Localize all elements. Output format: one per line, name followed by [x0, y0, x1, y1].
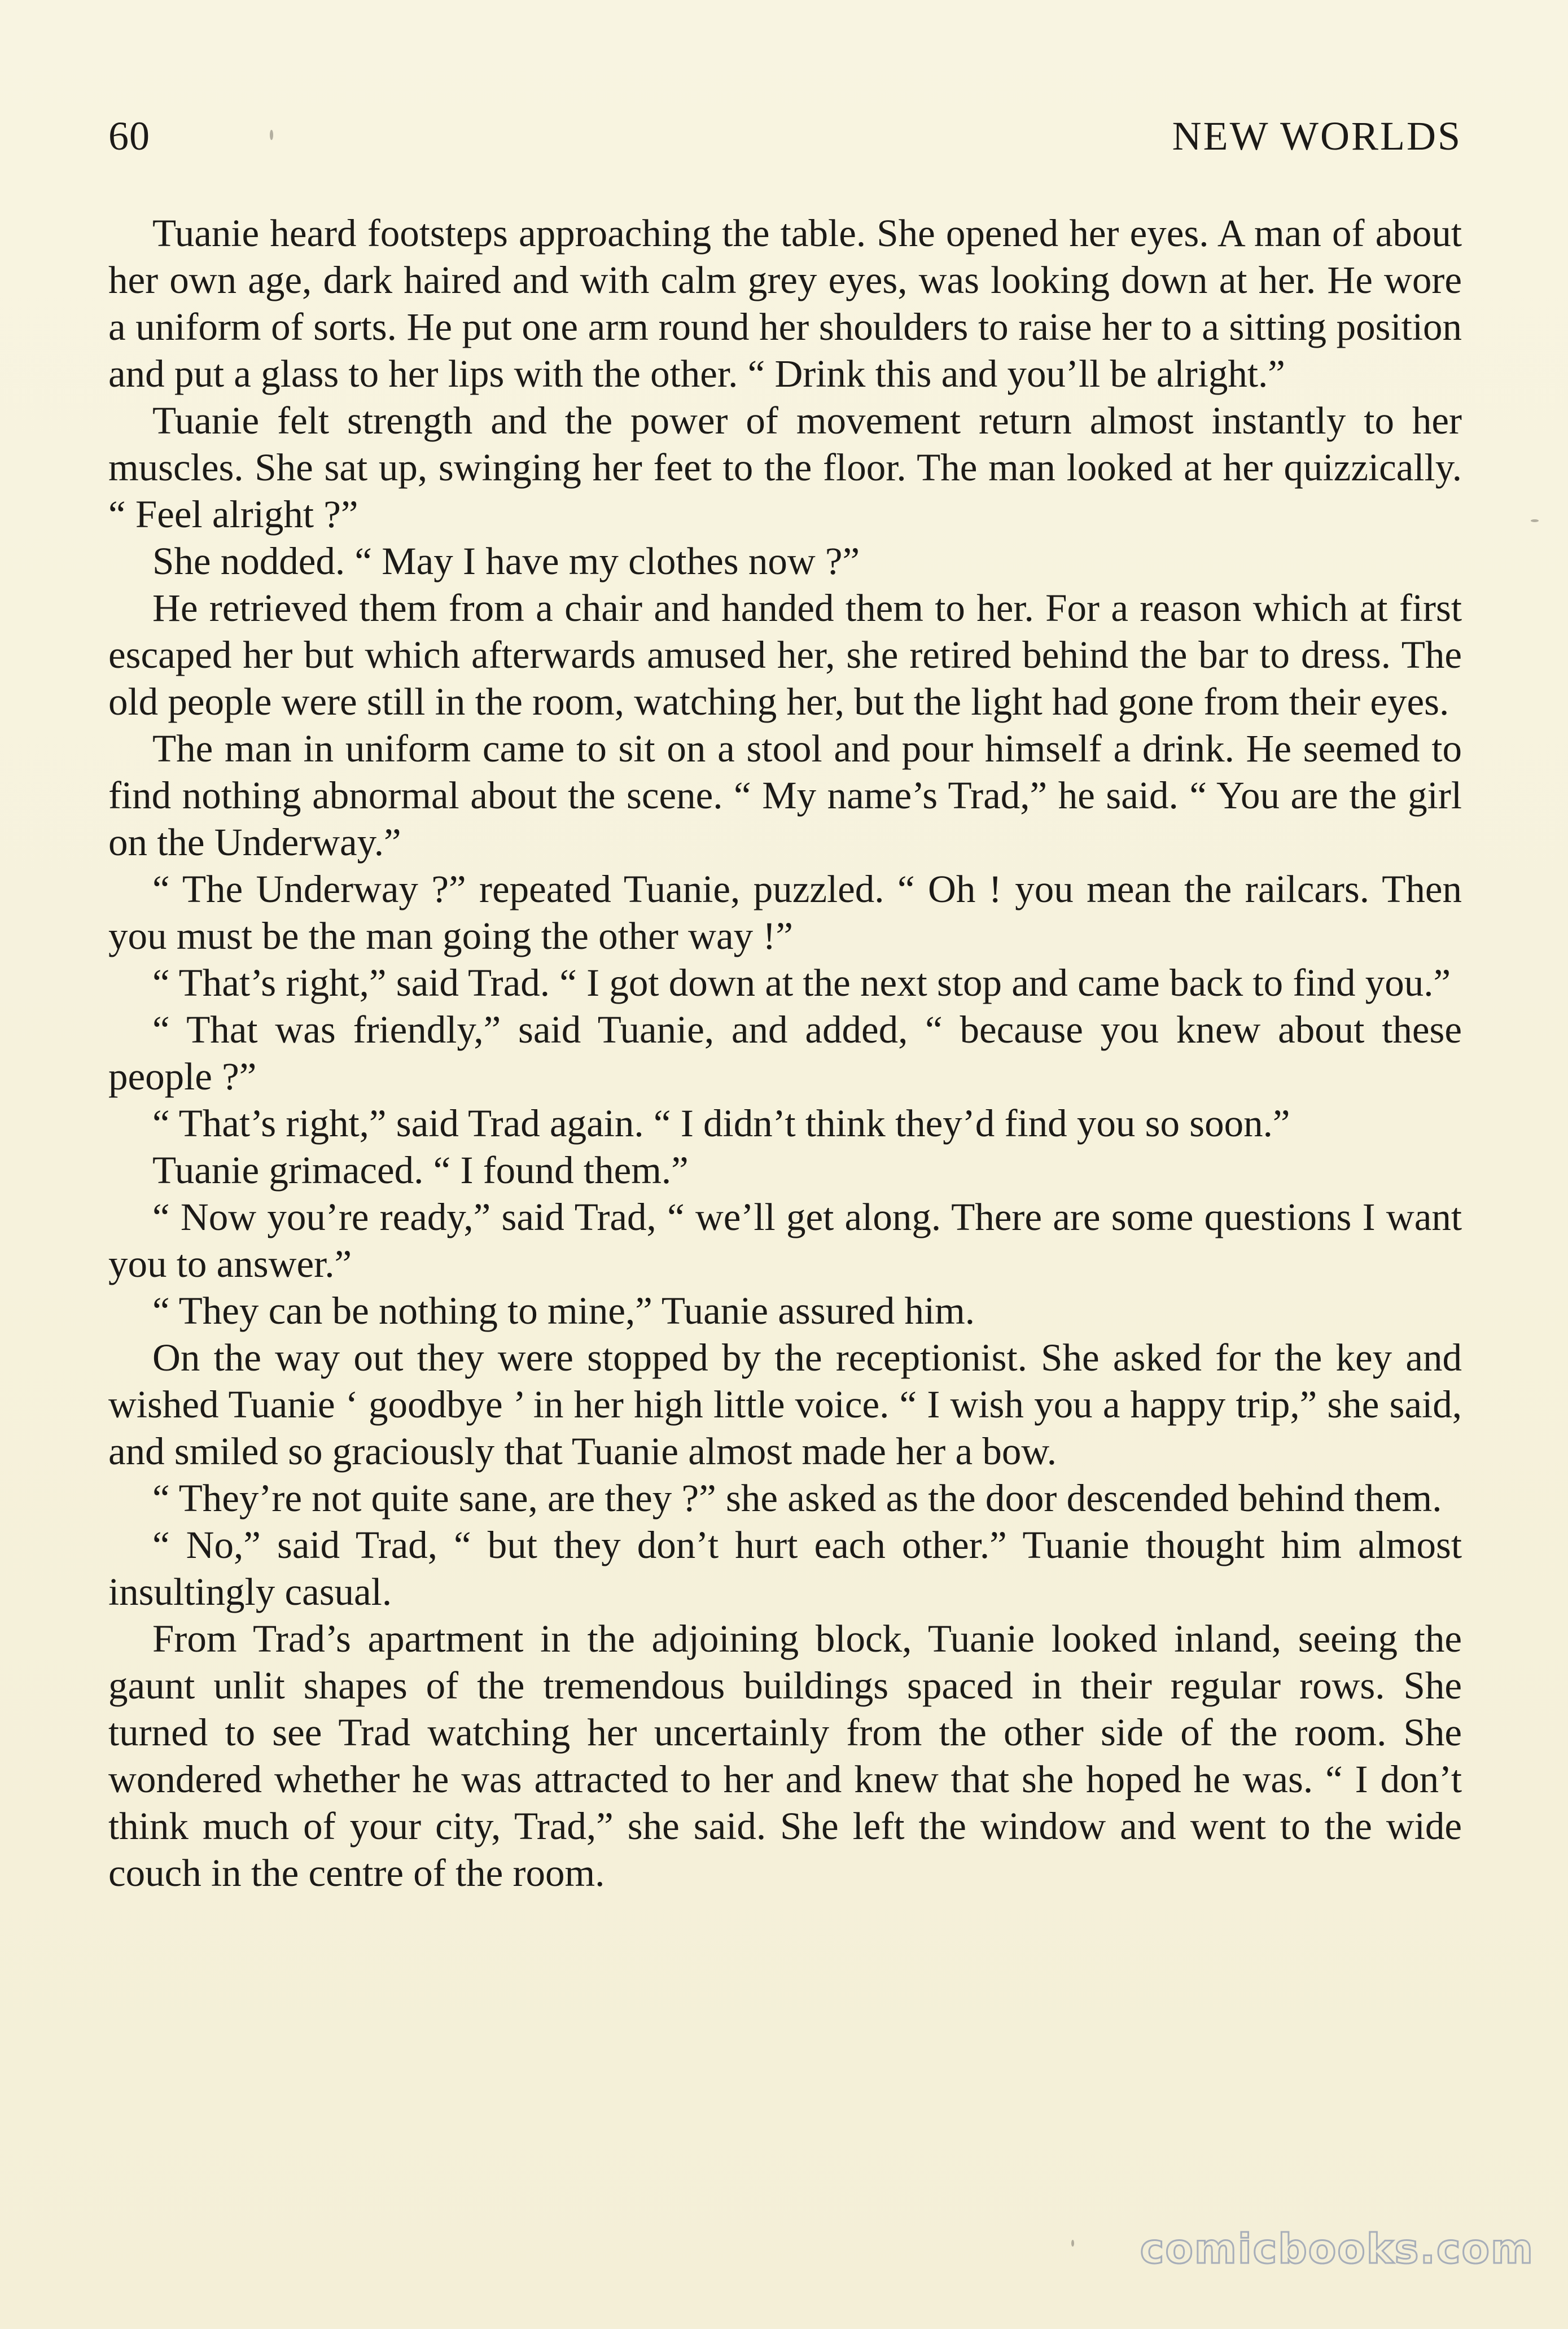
paragraph: “ The Underway ?” repeated Tuanie, puzzled. “ Oh ! you mean the railcars. Then you must be the man going the other way !” — [108, 868, 1462, 957]
paragraph: He retrieved them from a chair and handed them to her. For a reason which at first escaped her but which afterwards amused her, she retired behind the bar to dress. The old people were still in the room, watching her, but the light had gone from their eyes. — [108, 586, 1462, 723]
paragraph: She nodded. “ May I have my clothes now ?” — [152, 540, 860, 583]
paper-speck — [270, 130, 273, 140]
paragraph: “ They can be nothing to mine,” Tuanie assured him. — [152, 1289, 975, 1332]
story-text — [108, 210, 1462, 1897]
paragraph: “ That’s right,” said Trad again. “ I didn’t think they’d find you so soon.” — [152, 1102, 1290, 1145]
paragraph: Tuanie felt strength and the power of movement return almost instantly to her muscles. She sat up, swinging her feet to the floor. The man looked at her quizzically. “ Feel alright ?” — [108, 399, 1462, 536]
paragraph: The man in uniform came to sit on a stool and pour himself a drink. He seemed to find nothing abnormal about the scene. “ My name’s Trad,” he said. “ You are the girl on the Underway.” — [108, 727, 1462, 864]
paragraph: “ That’s right,” said Trad. “ I got down at the next stop and came back to find you.” — [152, 961, 1451, 1004]
paragraph: On the way out they were stopped by the receptionist. She asked for the key and wished Tuanie ‘ goodbye ’ in her high little voice. “ I wish you a happy trip,” she said, and smiled so graciously that Tuanie almost made her a bow. — [108, 1336, 1462, 1473]
paper-speck — [1071, 2240, 1074, 2247]
watermark: comicbooks.com — [1140, 2225, 1534, 2273]
running-title: NEW WORLDS — [1172, 113, 1462, 159]
paragraph: “ They’re not quite sane, are they ?” she asked as the door descended behind them. — [152, 1477, 1442, 1520]
paragraph: “ No,” said Trad, “ but they don’t hurt each other.” Tuanie thought him almost insultingly casual. — [108, 1524, 1462, 1613]
page-number: 60 — [108, 113, 150, 159]
paragraph: From Trad’s apartment in the adjoining block, Tuanie looked inland, seeing the gaunt unlit shapes of the tremendous buildings spaced in their regular rows. She turned to see Trad watching her uncertainly from the other side of the room. She wondered whether he was attracted to her and knew that she hoped he was. “ I don’t think much of your city, Trad,” she said. She left the window and went to the wide couch in the centre of the room. — [108, 1617, 1462, 1894]
paragraph: “ That was friendly,” said Tuanie, and added, “ because you knew about these people ?” — [108, 1008, 1462, 1098]
paragraph: “ Now you’re ready,” said Trad, “ we’ll get along. There are some questions I want you to answer.” — [108, 1196, 1462, 1285]
paragraph: Tuanie heard footsteps approaching the table. She opened her eyes. A man of about her own age, dark haired and with calm grey eyes, was looking down at her. He wore a uniform of sorts. He put one arm round her shoulders to raise her to a sitting position and put a glass to her lips with the other. “ Drink this and you’ll be alright.” — [108, 212, 1462, 395]
paper-speck — [1531, 519, 1539, 522]
running-head — [108, 113, 1462, 169]
paragraph: Tuanie grimaced. “ I found them.” — [152, 1149, 689, 1192]
